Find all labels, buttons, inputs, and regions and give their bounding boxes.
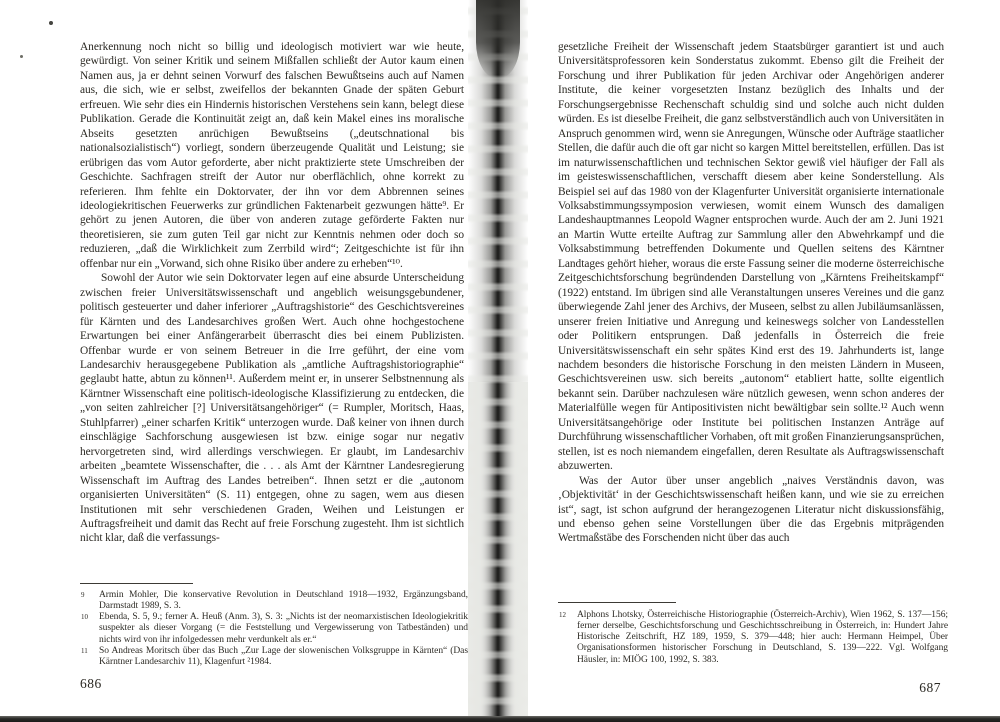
footnote xyxy=(80,646,468,668)
footnote-number: 12 xyxy=(559,611,566,619)
left-page-footnotes xyxy=(80,590,468,668)
footnote-number: 9 xyxy=(81,591,85,599)
paragraph: Sowohl der Autor wie sein Doktorvater legen auf eine absurde Unterscheidung zwischen freier Universitätswissenschaft und angeblich weisungsgebundener, politisch gesteuerter und daher inferiorer „Auftragshistorie“ des Geschichtsvereines für Kärnten und des Landesarchives großen Wert. Auch ohne hochgestochene Erwartungen bei einer Anfängerarbeit überrascht dies bei einem Publizisten. Offenbar wurde er von seinem Betreuer in die Irre geführt, der eine vom Landesarchiv herausgegebene Publikation als „amtliche Auftragshistoriographie“ geglaubt hatte, abtun zu können¹¹. Außerdem meint er, in unserer Selbstnennung als Kärntner Wissenschaft eine politisch-ideologische Klassifizierung zu entdecken, die „von seiten zahlreicher [?] Universitätsangehöriger“ (= Rumpler, Moritsch, Haas, Stuhlpfarrer) „einer scharfen Kritik“ unterzogen wurde. Daß keiner von ihnen durch einschlägige Sachforschung ausgewiesen ist bzw. einige sogar nur negativ hervorgetreten sind, wird allerdings verschwiegen. Er glaubt, im Landesarchiv arbeiten „beamtete Wissenschafter, die . . . als Amt der Kärntner Landesregierung Wissenschaft im Auftrag des Landes betreiben“. Ihnen setzt er die „autonom organisierten Universitäten“ (S. 11) entgegen, ohne zu sagen, wem aus diesen Institutionen mit sehr verschiedenen Graden, Weihen und Leistungen er Auftragsfreiheit und damit das Recht auf freie Forschung zugesteht. Ihm ist sichtlich nicht klar, daß die verfassungs- xyxy=(80,272,464,545)
paragraph-continuation: gesetzliche Freiheit der Wissenschaft jedem Staatsbürger garantiert ist und auch Universitätsprofessoren kein Sonderstatus zukommt. Ebenso gilt die Freiheit der Forschung und ihrer Publikation für jeden Archivar oder Angehörigen anderer Institute, die keiner vorgesetzten Instanz bezüglich des Inhalts und der Forschungsergebnisse Rechenschaft schuldig sind und solche auch nicht dulden würden. Es ist dieselbe Freiheit, die ganz selbstverständlich auch von Universitäten in Anspruch genommen wird, wenn sie Anregungen, Wünsche oder Aufträge staatlicher Stellen, die dafür auch die oft gar nicht so kargen Mittel bereitstellen, erfüllen. Das ist im naturwissenschaftlichen und technischen Sektor gewiß viel häufiger der Fall als im geisteswissenschaftlichen, verschafft diesem aber keine Sonderstellung. Als Beispiel sei auf das 1980 von der Klagenfurter Universität organisierte internationale Volksabstimmungssymposion verwiesen, womit einem Wunsch des damaligen Landeshauptmannes Leopold Wagner entsprochen wurde. Auch der am 2. Juni 1921 an Martin Wutte erteilte Auftrag zur Sammlung aller den Abwehrkampf und die Volksabstimmung betreffenden Dokumente und Quellen seitens des Kärntner Landtages gehört hieher, woraus die erste Fassung seiner die moderne österreichische Zeitgeschichtsforschung begründenden Darstellung von „Kärntens Freiheitskampf“ (1922) entstand. Im übrigen sind alle Veranstaltungen unseres Vereines und die ganz überwiegende Zahl jener des Archivs, der Museen, selbst zu allen Jubiläumsanlässen, unserer freien Initiative und Anregung und keineswegs solcher von Landesstellen oder Politikern entsprungen. Daß jedenfalls in Österreich die freie Universitätswissenschaft ein sehr spätes Kind erst des 19. Jahrhunderts ist, lange nachdem besonders die historische Forschung in den meisten Ländern in Museen, Geschichtsvereinen usw. sich bereits „autonom“ etabliert hatte, sollte eigentlich bekannt sein. Darüber nachzulesen wäre nützlich gewesen, wenn schon anderes der Materialfülle wegen für Antipositivisten nicht bewältigbar sein sollte.¹² Auch wenn Universitätsangehörige oder Institute bei politischen Instanzen Anträge auf Durchführung wissenschaftlicher Vorhaben, oft mit großen Finanzierungsansprüchen, stellen, ist es noch niemandem eingefallen, deren Resultate als Auftragswissenschaft abzuwerten. xyxy=(558,41,944,473)
left-page-text-column xyxy=(80,40,464,546)
footnote-text: Ebenda, S. 5, 9.; ferner A. Heuß (Anm. 3), S. 3: „Nichts ist der neomarxistischen Ideologiekritik suspekter als dieser Vorgang (= die Feststellung und Vergewisserung von Tatbeständen) und nichts wird von ihr infolgedessen mehr verdunkelt als er.“ xyxy=(99,612,468,645)
footnote-text: So Andreas Moritsch über das Buch „Zur Lage der slowenischen Volksgruppe in Kärnten“ (Das Kärntner Landesarchiv 11), Klagenfurt ²1984. xyxy=(99,645,468,667)
footnote-number: 11 xyxy=(81,646,88,655)
footnote xyxy=(558,610,948,666)
footnote-separator xyxy=(558,602,676,603)
dust-speck xyxy=(20,55,23,58)
book-gutter-shadow xyxy=(468,0,528,722)
footnote-text: Armin Mohler, Die konservative Revolution in Deutschland 1918—1932, Ergänzungsband, Darmstadt 1989, S. 3. xyxy=(99,590,468,612)
scan-bottom-edge xyxy=(0,716,1000,722)
footnote-text: Alphons Lhotsky, Österreichische Historiographie (Österreich-Archiv), Wien 1962, S. 137—156; ferner derselbe, Geschichtsforschung und Geschichtsschreibung in Österreich, in: Hundert Jahre Historische Zeitschrift, HZ 189, 1959, S. 379—448; hier auch: Hermann Heimpel, Über Organisationsformen historischer Forschung in Deutschland, S. 139—222. Vgl. Wolfgang Häusler, in: MIÖG 100, 1992, S. 383. xyxy=(577,610,948,665)
page-number-left: 686 xyxy=(80,676,102,691)
paragraph-continuation: Anerkennung noch nicht so billig und ideologisch motiviert war wie heute, gewürdigt. Von seiner Kritik und seinem Mißfallen schließt der Autor kaum einen Namen aus, ja er dehnt seinen Vorwurf des falschen Bewußtseins auch auf Namen aus, die sich, wie er selbst, zweifellos der bekannten Gnade der späten Geburt erfreuen. Wie sehr dies ein Hindernis historischen Verstehens sein kann, belegt diese Publikation. Gerade die Kontinuität zeigt an, daß kein Makel eines ins moralische Abseits gesetzten anrüchigen Bewußtseins („deutschnational bis nationalsozialistisch“) vorliegt, sondern überzeugende Qualität und Leistung; sie erübrigen das vom Autor geforderte, aber nicht praktizierte stete Umschreiben der Geschichte. Sachfragen streift der Autor nur oberflächlich, ohne korrekt zu referieren. Ihm fehlte ein Doktorvater, der ihn vor dem Abbrennen seines ideologiekritischen Feuerwerks zur gründlichen Faktenarbeit gezwungen hätte⁹. Er gehört zu jenen Autoren, die über von anderen zutage geförderte Fakten nur theoretisieren, sie zum guten Teil gar nicht zur Kenntnis nehmen oder doch so reduzieren, „daß die Wirklichkeit zum Zerrbild wird“; Zeitgeschichte ist für ihn offenbar nur ein „Vorwand, sich ohne Risiko über andere zu erheben“¹⁰. xyxy=(80,41,464,270)
right-page-text-column xyxy=(558,40,944,546)
dust-speck xyxy=(49,21,53,25)
footnote xyxy=(80,590,468,612)
footnote-separator xyxy=(80,583,193,584)
paragraph: Was der Autor über unser angeblich „naives Verständnis davon, was ‚Objektivität‘ in der Geschichtswissenschaft heißen kann, und wie sie zu erreichen ist“, sagt, ist schon aufgrund der herangezogenen Literatur nicht diskussionsfähig, und ebenso gehen seine Vorstellungen über die das Ergebnis mitprägenden Wertmaßstäbe des Forschenden nicht über das auch xyxy=(558,474,944,545)
page-number-right: 687 xyxy=(919,680,941,695)
footnote xyxy=(80,612,468,645)
right-page-footnotes xyxy=(558,610,948,666)
footnote-number: 10 xyxy=(81,613,88,622)
